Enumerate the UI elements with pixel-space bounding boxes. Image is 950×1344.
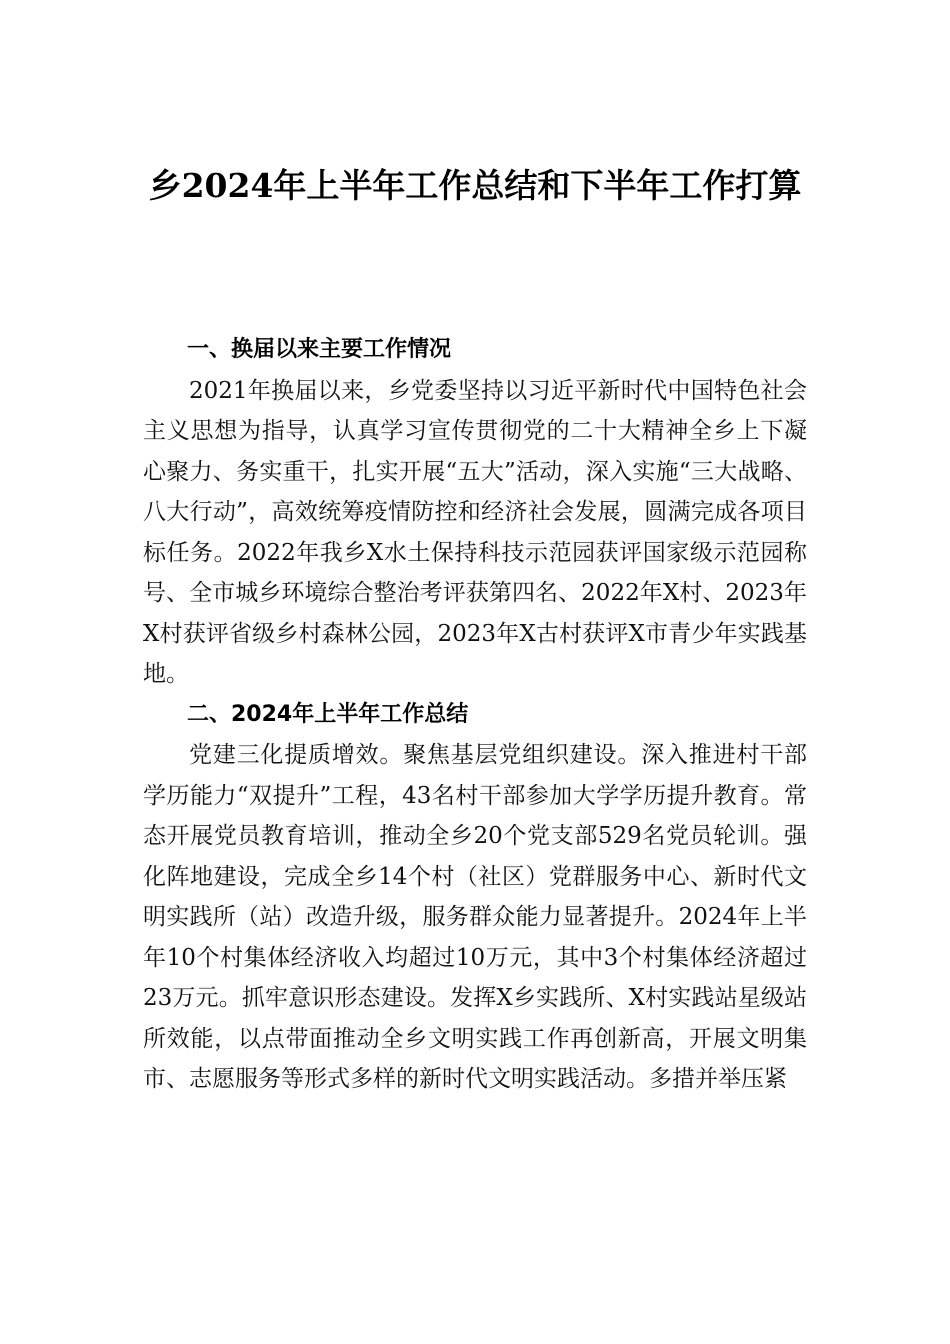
section-heading-1: 一、换届以来主要工作情况 [187, 337, 452, 362]
section-paragraph-1: 2021年换届以来，乡党委坚持以习近平新时代中国特色社会主义思想为指导，认真学习宣传贯彻党的二十大精神全乡上下凝心聚力、务实重干，扎实开展“五大”活动，深入实施“三大战略、八大行动”，高效统筹疫情防控和经济社会发展，圆满完成各项目标任务。2022年我乡X水土保持科技示范园获评国家级示范园称号、全市城乡环境综合整治考评获第四名、2022年X村、2023年X村获评省级乡村森林公园，2023年X古村获评X市青少年实践基地。 [143, 377, 807, 687]
section-paragraph-2: 党建三化提质增效。聚焦基层党组织建设。深入推进村干部学历能力“双提升”工程，43名村干部参加大学学历提升教育。常态开展党员教育培训，推动全乡20个党支部529名党员轮训。强化阵地建设，完成全乡14个村（社区）党群服务中心、新时代文明实践所（站）改造升级，服务群众能力显著提升。2024年上半年10个村集体经济收入均超过10万元，其中3个村集体经济超过23万元。抓牢意识形态建设。发挥X乡实践所、X村实践站星级站所效能，以点带面推动全乡文明实践工作再创新高，开展文明集市、志愿服务等形式多样的新时代文明实践活动。多措并举压紧 [143, 742, 807, 1092]
document-title: 乡2024年上半年工作总结和下半年工作打算 [148, 166, 802, 205]
section-heading-2: 二、2024年上半年工作总结 [187, 701, 469, 727]
document-body [143, 330, 807, 1100]
